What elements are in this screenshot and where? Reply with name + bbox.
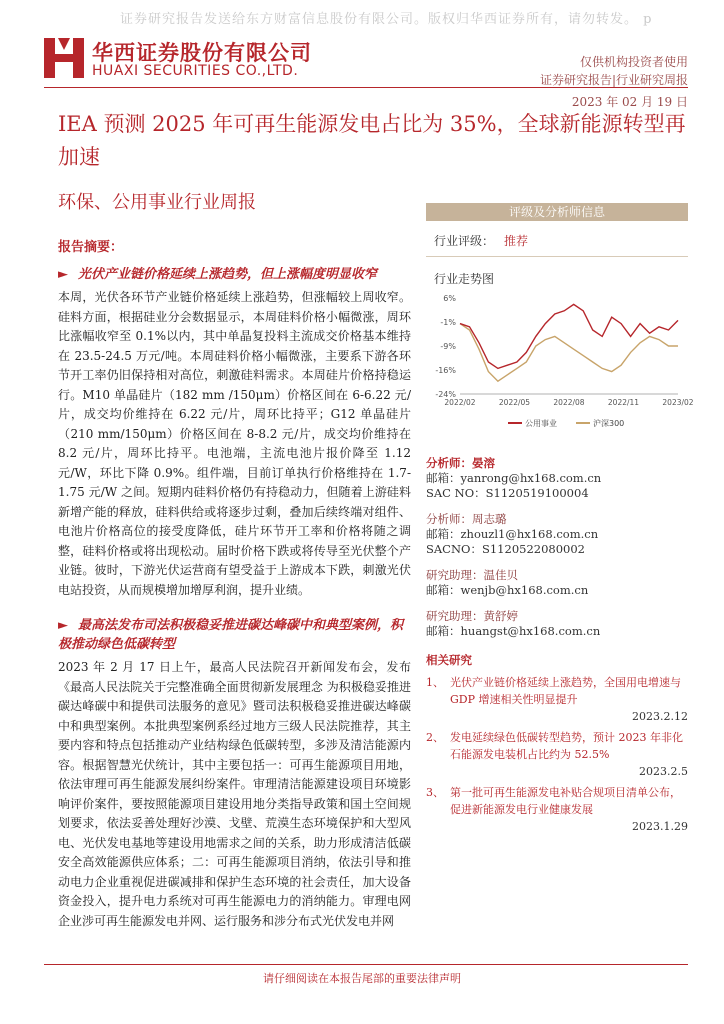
legal-notice: 请仔细阅读在本报告尾部的重要法律声明 [263,972,461,985]
header-divider [44,87,688,88]
x-tick-label: 2022/08 [553,398,585,407]
trend-chart-label: 行业走势图 [434,272,495,286]
y-tick-label: -16% [435,366,456,375]
research-assistant-1: 研究助理：温佳贝 邮箱：wenjb@hx168.com.cn [426,568,589,597]
rating-divider [426,256,688,257]
triangle-bullet-icon: ► [58,618,68,633]
huaxi-logo-icon [44,38,84,78]
company-name-cn: 华西证券股份有限公司 [92,41,312,65]
report-type: 证券研究报告|行业研究周报 [539,73,688,87]
report-title: IEA 预测 2025 年可再生能源发电占比为 35%，全球新能源转型再加速 [58,112,686,169]
y-tick-label: -24% [435,390,456,399]
report-date: 2023 年 02 月 19 日 [571,95,688,109]
summary-column [58,236,411,931]
related-research-item[interactable]: 3、 第一批可再生能源发电补贴合规项目清单公布，促进新能源发电行业健康发展 [426,786,681,816]
series-line-公用事业 [460,304,678,368]
analyst-1: 分析师：晏溶 邮箱：yanrong@hx168.com.cn SAC NO：S1120519100004 [426,456,602,500]
analyst-email[interactable]: wenjb@hx168.com.cn [460,583,589,597]
analyst-info [426,456,688,650]
y-tick-label: 6% [443,294,456,303]
research-assistant-2: 研究助理：黄舒婷 邮箱：huangst@hx168.com.cn [426,609,601,638]
related-research-item[interactable]: 2、 发电延续绿色低碳转型趋势，预计 2023 年非化石能源发电装机占比约为 52.5% [426,731,683,761]
footer-divider [44,964,688,965]
x-tick-label: 2022/05 [498,398,531,407]
section-2-text: 2023 年 2 月 17 日上午，最高人民法院召开新闻发布会，发布《最高人民法院关于完整准确全面贯彻新发展理念 为积极稳妥推进碳达峰碳中和提供司法服务的意见》暨司法积极稳妥推进碳达峰碳中和典型案例。本批典型案例系经过地方三级人民法院推荐，其主要内容和特点包括推动产业结构绿色低碳转型，多涉及清洁能源内容。根据智慧光伏统计，其中主要包括一：可再生能源项目用地，依法审理可再生能源发展纠纷案件。审理清洁能源建设项目环境影响评价案件，要按照能源项目建设用地分类指导政策和国土空间规划要求，依法妥善处理好沙漠、戈壁、荒漠生态环境保护和大型风电、光伏发电基地等建设用地需求之间的关系，助力形成清洁低碳安全高效能源供应体系；二：可再生能源项目消纳，依法引导和推动电力企业重视促进碳减排和保护生态环境的社会责任，加大设备资金投入，提升电力系统对可再生能源电力的消纳能力。审理电网企业涉可再生能源发电并网、运行服务和涉分布式光伏发电并网 [58,660,411,928]
related-research-date: 2023.2.12 [632,710,688,723]
industry-rating: 行业评级： 推荐 [434,234,529,248]
y-tick-label: -1% [440,318,456,327]
rating-box [426,203,688,221]
triangle-bullet-icon: ► [58,267,68,282]
summary-heading: 报告摘要： [58,240,124,255]
audience-note: 仅供机构投资者使用 [579,55,688,69]
company-name-en: HUAXI SECURITIES CO.,LTD. [92,63,299,79]
watermark: 证券研究报告发送给东方财富信息股份有限公司。版权归华西证券所有，请勿转发。 p [120,12,653,27]
y-tick-label: -9% [440,342,456,351]
industry-trend-chart [426,286,694,434]
analyst-2: 分析师：周志璐 邮箱：zhouzl1@hx168.com.cn SACNO：S1120522080002 [426,512,599,556]
section-2-heading: ► 最高法发布司法积极稳妥推进碳达峰碳中和典型案例，积极推动绿色低碳转型 [58,618,404,652]
analyst-email[interactable]: huangst@hx168.com.cn [460,624,601,638]
section-1-text: 本周，光伏各环节产业链价格延续上涨趋势，但涨幅较上周收窄。硅料方面，根据硅业分会数据显示，本周硅料价格小幅微涨，周环比涨幅收窄至 0.1%以内，其中单晶复投料主流成交价格基本维持在 23.5-24.5 万元/吨。本周硅料价格小幅微涨，主要系下游各环节开工率仍旧保持相对高位，刺激硅料需求。本周硅片价格持稳运行。M10 单晶硅片（182 mm /150μm）价格区间在 6-6.22 元/片，成交均价维持在 6.22 元/片，周环比持平；G12 单晶硅片（210 mm/150μm）价格区间在 8-8.2 元/片，成交均价维持在 8.2 元/片，周环比持平。电池端，主流电池片报价降至 1.12 元/W，环比下降 0.9%。组件端，目前订单执行价格维持在 1.7-1.75 元/W 之间。短期内硅料价格仍有持稳动力，但随着上游硅料新增产能的释放，硅料供给或将逐步过剩，叠加后续终端对组件、电池片价格高位的接受度降低，硅片环节开工率和价格将随之调整，硅料价格或将出现松动。届时价格下跌或将传导至光伏整个产业链。彼时，下游光伏运营商有望受益于上游成本下跌，刺激光伏电站投资，从而规模增加增厚利润，提升业绩。 [58,290,411,597]
rating-box-header: 评级及分析师信息 [426,203,688,221]
legend-label: 公用事业 [525,419,557,428]
x-tick-label: 2022/02 [444,398,476,407]
analyst-email[interactable]: zhouzl1@hx168.com.cn [460,527,599,541]
related-research-item[interactable]: 1、 光伏产业链价格延续上涨趋势，全国用电增速与 GDP 增速相关性明显提升 [426,676,681,706]
legend-label: 沪深300 [593,419,625,428]
report-subtitle: 环保、公用事业行业周报 [58,192,256,213]
analyst-email[interactable]: yanrong@hx168.com.cn [460,471,602,485]
x-tick-label: 2022/11 [607,398,640,407]
related-research-date: 2023.1.29 [632,820,688,833]
related-research-title: 相关研究 [426,653,472,667]
related-research [426,652,688,839]
section-1-heading: ► 光伏产业链价格延续上涨趋势，但上涨幅度明显收窄 [58,267,378,282]
related-research-date: 2023.2.5 [639,765,688,778]
rating-value: 推荐 [504,234,529,248]
x-tick-label: 2023/02 [662,398,694,407]
series-line-沪深300 [460,324,678,382]
